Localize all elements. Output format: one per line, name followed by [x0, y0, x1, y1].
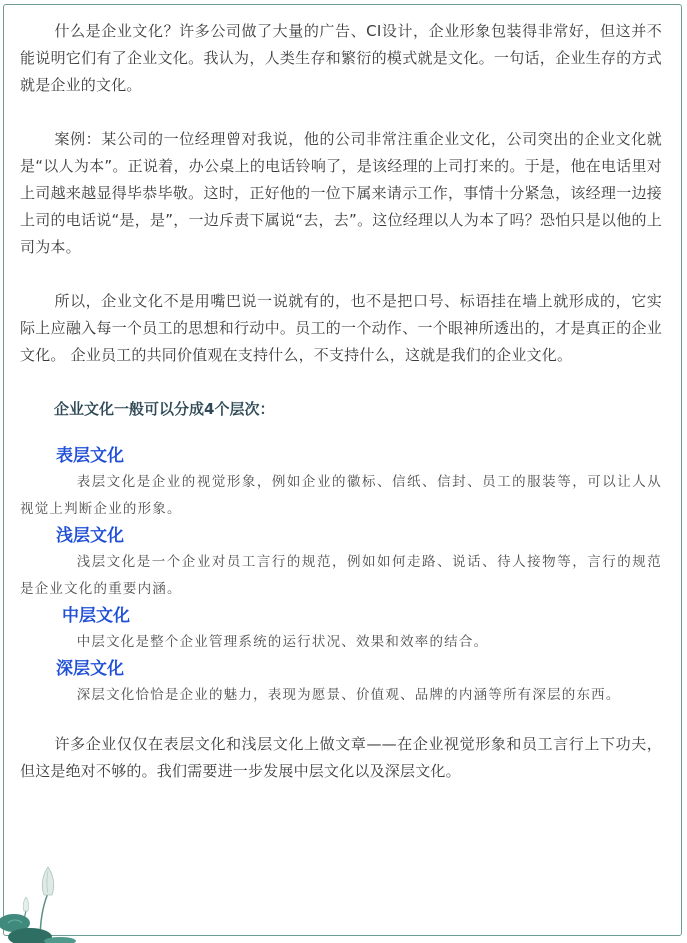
layer-heading-deep: 深层文化 [56, 659, 124, 679]
spacer [20, 423, 662, 443]
layer-heading-middle: 中层文化 [62, 606, 130, 626]
spacer [20, 261, 662, 288]
layer-heading-surface: 表层文化 [56, 446, 124, 466]
layer-desc-shallow: 浅层文化是一个企业对员工言行的规范，例如如何走路、说话、待人接物等，言行的规范是企业文化的重要内涵。 [20, 554, 662, 597]
paragraph-case: 案例：某公司的一位经理曾对我说，他的公司非常注重企业文化，公司突出的企业文化就是“以人为本”。正说着，办公桌上的电话铃响了，是该经理的上司打来的。于是，他在电话里对上司越来越显得毕恭毕敬。这时，正好他的一位下属来请示工作，事情十分紧急，该经理一边接上司的电话说“是，是”，一边斥责下属说“去，去”。这位经理以人为本了吗？恐怕只是以他的上司为本。 [20, 130, 662, 256]
spacer [20, 99, 662, 126]
paragraph-intro: 什么是企业文化？许多公司做了大量的广告、CI设计，企业形象包装得非常好，但这并不能说明它们有了企业文化。我认为，人类生存和繁衍的模式就是文化。一句话，企业生存的方式就是企业的文化。 [20, 22, 662, 94]
paragraph-final: 许多企业仅仅在表层文化和浅层文化上做文章——在企业视觉形象和员工言行上下功夫，但这是绝对不够的。我们需要进一步发展中层文化以及深层文化。 [20, 735, 662, 780]
layer-desc-surface: 表层文化是企业的视觉形象，例如企业的徽标、信纸、信封、员工的服装等，可以让人从视觉上判断企业的形象。 [20, 474, 662, 517]
spacer [20, 369, 662, 396]
layer-heading-shallow: 浅层文化 [56, 526, 124, 546]
article-body [20, 18, 662, 785]
layer-desc-middle: 中层文化是整个企业管理系统的运行状况、效果和效率的结合。 [76, 634, 489, 650]
layer-desc-deep: 深层文化恰恰是企业的魅力，表现为愿景、价值观、品牌的内涵等所有深层的东西。 [76, 687, 621, 703]
spacer [20, 709, 662, 731]
paragraph-conclusion: 所以，企业文化不是用嘴巴说一说就有的，也不是把口号、标语挂在墙上就形成的，它实际上应融入每一个员工的思想和行动中。员工的一个动作、一个眼神所透出的，才是真正的企业文化。 企业员工的共同价值观在支持什么，不支持什么，这就是我们的企业文化。 [20, 292, 662, 364]
layers-section-title: 企业文化一般可以分成4个层次： [54, 400, 275, 418]
lotus-leaf-decoration-icon [0, 853, 110, 943]
